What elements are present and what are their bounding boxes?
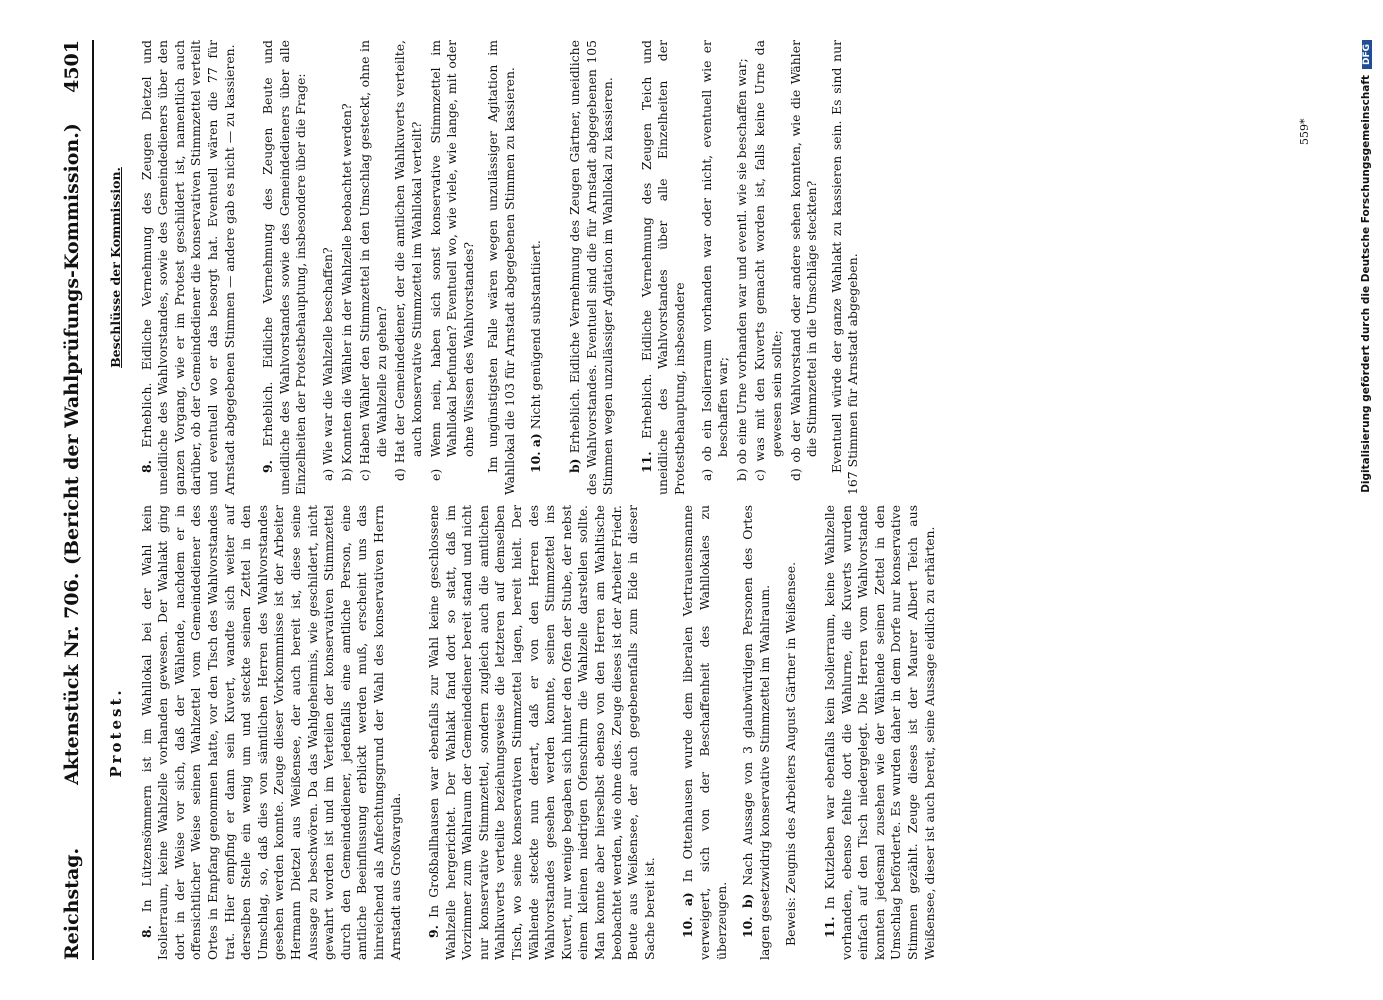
protest-8 — [139, 505, 405, 960]
protest-10b-text: Nach Aussage von 3 glaubwürdigen Personen des Ortes lagen gesetzwidrig konservative Stimmzettel im Wahlraum. — [740, 505, 772, 960]
decision-10a-num: 10. a) — [528, 433, 544, 473]
header-subtitle: (Bericht der Wahlprüfungs-Kommission.) — [61, 123, 83, 565]
protest-8-text: In Lützensömmern ist im Wahllokal bei der Wahl kein Isolierraum, keine Wahlzelle vorhanden gewesen. Der Wahlakt ging dort in der Weise vor sich, daß der Wählende, nachdem er in offensichtlicher Weise seinen Wahlzettel vom Gemeindediener des Ortes in Empfang genommen hatte, vor den Tisch des Wahlvorstandes trat. Hier empfing er dann sein Kuvert, wandte sich weiter auf derselben Stelle ein wenig um und steckte seinen Zettel in den Umschlag, so, daß dies von sämtlichen Herren des Wahlvorstandes gesehen werden konnte. Zeuge dieser Vorkommnisse ist der Arbeiter Hermann Dietzel aus Weißensee, der auch bereit ist, diese seine Aussage zu beschwören. Da das Wahlgeheimnis, wie geschildert, nicht gewahrt worden ist und im Verteilen der konservativen Stimmzettel durch den Gemeindediener, jedenfalls eine amtliche Person, eine amtliche Beeinflussung erblickt werden muß, erscheint uns das hinreichend als Anfechtungsgrund der Wahl des konservativen Herrn Arnstadt aus Großvargula. — [138, 505, 403, 960]
decision-10a — [528, 40, 545, 495]
page-number: 4501 — [61, 40, 83, 93]
protest-10b — [740, 505, 773, 960]
protest-9-text: In Großballhausen war ebenfalls zur Wahl keine geschlossene Wahlzelle hergerichtet. Der Wahlakt fand dort so statt, daß im Vorzimmer zum Wahlraum der Gemeindediener bereit stand und nicht nur konservative Stimmzettel, sondern zugleich auch die amtlichen Wahlkuverts verteilte beziehungsweise die letzteren auf demselben Tisch, wo seine konservativen Stimmzettel lagen, bereit hielt. Der Wählende steckte nun derart, daß er von den Herren des Wahlvorstandes gesehen werden konnte, seinen Stimmzettel ins Kuvert, nur wenige begaben sich hinter den Ofen der Stube, der nebst einem kleinen niedrigen Ofenschirm die Wahlzelle darstellen sollte. Man konnte aber hierselbst ebenso von den Herren am Wahltische beobachtet werden, wie ohne dies. Zeuge dieses ist der Arbeiter Friedr. Beute aus Weißensee, der auch gegebenenfalls zum Eide in dieser Sache bereit ist. — [426, 505, 657, 960]
decision-11-text: Erheblich. Eidliche Vernehmung des Zeugen Teich und uneidliche des Wahlvorstandes über alle Einzelheiten der Protestbehauptung, insbesondere — [638, 40, 688, 495]
protest-11-text: In Kutzleben war ebenfalls kein Isolierraum, keine Wahlzelle vorhanden, ebenso fehlte dort die Wahlurne, die Kuverts wurden einfach auf den Tisch niedergelegt. Die Herren vom Wahlvorstande konnten jedesmal zusehen wie der Wählende seinen Zettel in den Umschlag beförderte. Es wurden daher in dem Dorfe nur konservative Stimmen gezählt. Zeuge dieses ist der Maurer Albert Teich aus Weißensee, dieser ist auch bereit, seine Aussage eidlich zu erhärten. — [821, 505, 937, 960]
decision-11-item: a) ob ein Isolierraum vorhanden war oder nicht, eventuell wie er beschaffen war; — [698, 40, 731, 481]
decision-8-text: Erheblich. Eidliche Vernehmung des Zeugen Dietzel und uneidliche des Wahlvorstandes, sowie des Gemeindedieners über den ganzen Vorgang, wie er im Protest geschildert ist, namentlich auch darüber, ob der Gemeindediener die konservativen Stimmzettel verteilt und eventuell wo er das besorgt hat. Eventuell wären die 77 für Arnstadt abgegebenen Stimmen — andere gab es nicht — zu kassieren. — [138, 40, 237, 495]
decision-9-item: b) Konnten die Wähler in der Wahlzelle beobachtet werden? — [338, 103, 354, 481]
protest-9 — [426, 505, 658, 960]
protest-9-num: 9. — [426, 925, 442, 938]
protest-10b-num: 10. b) — [740, 893, 756, 938]
decision-9-conclusion: Im ungünstigsten Falle wären wegen unzulässiger Agitation im Wahllokal die 103 für Arnstadt abgegebenen Stimmen zu kassieren. — [485, 40, 517, 495]
decision-10b-text: Erheblich. Eidliche Vernehmung des Zeugen Gärtner, uneidliche des Wahlvorstandes. Eventuell sind die für Arnstadt abgegebenen 105 Stimmen wegen unzulässiger Agitation im Wahllokal zu kassieren. — [567, 40, 616, 495]
protest-10a-text: In Ottenhausen wurde dem liberalen Vertrauensmanne verweigert, sich von der Beschaffenheit des Wahllokales zu überzeugen. — [680, 504, 729, 960]
protest-10a — [680, 505, 730, 960]
protest-10a-num: 10. a) — [680, 892, 696, 938]
header-rule — [92, 40, 94, 960]
protest-8-num: 8. — [138, 925, 154, 938]
decision-11-item: c) was mit den Kuverts gemacht worden ist, falls keine Urne da gewesen sein sollte; — [752, 40, 784, 481]
decisions-column — [108, 40, 872, 495]
decision-9-num: 9. — [260, 460, 276, 473]
decision-11 — [639, 40, 689, 495]
page-signature: 559* — [1298, 118, 1311, 145]
header-left: Reichstag. — [61, 847, 83, 960]
decision-9 — [260, 40, 310, 495]
decision-9-item: e) Wenn nein, haben sich sonst konservative Stimmzettel im Wahllokal befunden? Eventuell wo, wie viele, wie lange, mit oder ohne Wissen des Wahlvorstandes? — [427, 40, 476, 481]
decision-11-item: b) ob eine Urne vorhanden war und eventl. wie sie beschaffen war; — [733, 58, 749, 481]
header-title: Aktenstück Nr. 706. — [61, 572, 83, 785]
decision-10b-num: b) — [567, 458, 583, 473]
decision-11-item: d) ob der Wahlvorstand oder andere sehen konnten, wie die Wähler die Stimmzettel in die Umschläge steckten? — [787, 40, 820, 481]
protest-11-num: 11. — [821, 916, 837, 938]
protest-column — [108, 505, 948, 960]
decision-11-conclusion: Eventuell würde der ganze Wahlakt zu kassieren sein. Es sind nur 167 Stimmen für Arnstadt abgegeben. — [828, 40, 861, 495]
decisions-heading: Beschlüsse der Kommission. — [108, 167, 123, 368]
decision-8 — [139, 40, 239, 495]
decision-11-num: 11. — [638, 451, 654, 473]
decision-9-item: c) Haben Wähler den Stimmzettel in den Umschlag gesteckt, ohne in die Wahlzelle zu gehen? — [357, 40, 389, 481]
digitization-note — [1360, 40, 1372, 960]
decision-9-item: d) Hat der Gemeindediener, der die amtlichen Wahlkuverts verteilte, auch konservative Stimmzettel im Wahllokal verteilt? — [392, 40, 424, 481]
protest-beweis: Beweis: Zeugnis des Arbeiters August Gärtner in Weißensee. — [783, 561, 799, 946]
decision-9-text: Erheblich. Eidliche Vernehmung des Zeugen Beute und uneidliche des Wahlvorstandes sowie des Gemeindedieners über alle Einzelheiten der Protestbehauptung, insbesondere über die Frage: — [260, 40, 309, 495]
decision-10b — [567, 40, 617, 495]
decision-8-num: 8. — [138, 460, 154, 473]
page-header — [55, 40, 95, 960]
dfg-logo: DFG — [1362, 40, 1372, 69]
decision-9-item: a) Wie war die Wahlzelle beschaffen? — [319, 247, 335, 481]
decision-10a-text: Nicht genügend substantiiert. — [528, 240, 544, 430]
digitization-text: Digitalisierung gefördert durch die Deutsche Forschungsgemeinschaft — [1360, 75, 1372, 493]
protest-heading: Protest. — [107, 687, 125, 778]
protest-11 — [822, 505, 938, 960]
